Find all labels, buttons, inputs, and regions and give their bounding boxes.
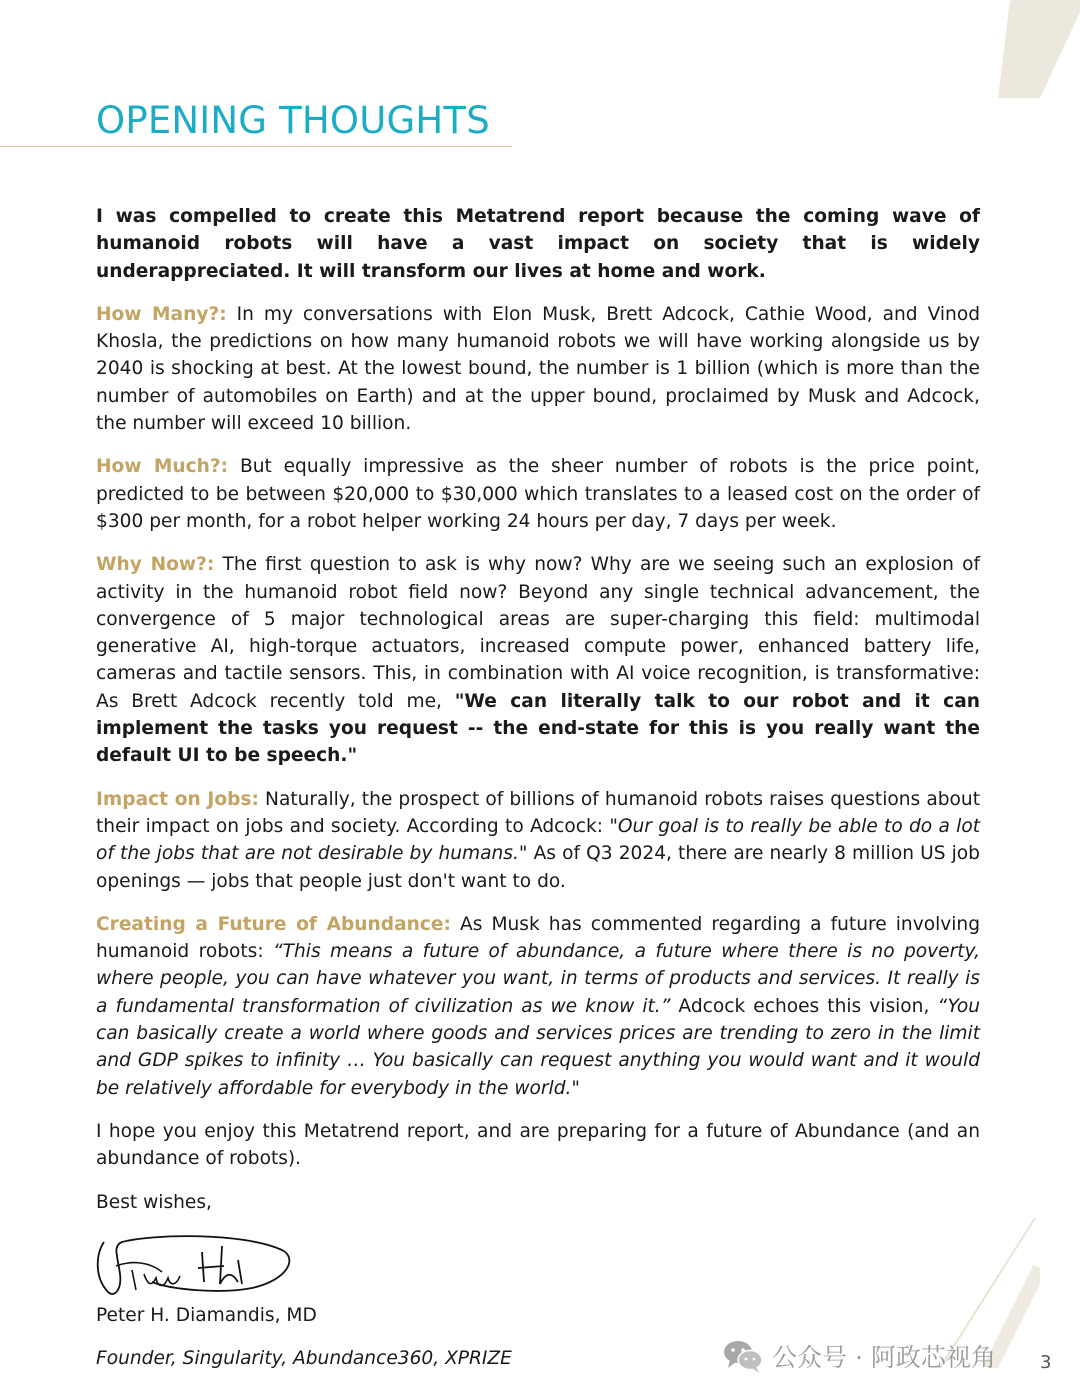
signer-name: Peter H. Diamandis, MD [96, 1304, 317, 1326]
abundance-text: As Musk has commented regarding a future involving humanoid robots: [96, 913, 980, 963]
title-underline [0, 146, 512, 147]
body-text [96, 203, 980, 1388]
how-many-text: In my conversations with Elon Musk, Brett Adcock, Cathie Wood, and Vinod Khosla, the predictions on how many humanoid robots we will have working alongside us by 2040 is shocking at best. At the lowest bound, the number is 1 billion (which is more than the number of automobiles on Earth) and at the upper bound, proclaimed by Musk and Adcock, the number will exceed 10 billion. [96, 303, 981, 435]
corner-decoration [940, 0, 1080, 100]
impact-on-jobs-quote: "Our goal is to really be able to do a lot of the jobs that are not desirable by humans." [96, 815, 980, 865]
how-much-paragraph [96, 453, 980, 535]
intro-paragraph: I was compelled to create this Metatrend report because the coming wave of humanoid robots will have a vast impact on society that is widely underappreciated. It will transform our lives at home and work. [96, 206, 980, 282]
sign-off: Best wishes, [96, 1191, 212, 1213]
how-much-text: But equally impressive as the sheer number of robots is the price point, predicted to be between $20,000 to $30,000 which translates to a leased cost on the order of $300 per month, for a robot helper working 24 hours per day, 7 days per week. [96, 456, 980, 532]
impact-on-jobs-text: Naturally, the prospect of billions of humanoid robots raises questions about their impact on jobs and society. According to Adcock: [96, 788, 980, 837]
why-now-text: The first question to ask is why now? Why are we seeing such an explosion of activity in the humanoid robot field now? Beyond any single technical advancement, the convergence of 5 major technological areas are super-charging this field: multimodal generative AI, high-torque actuators, increased compute power, enhanced battery life, cameras and tactile sensors. This, in combination with AI voice recognition, is transformative: As Brett Adcock recently told me, [96, 554, 980, 712]
heading-block [0, 98, 512, 147]
why-now-quote: "We can literally talk to our robot and it can implement the tasks you request -- the end-state for this is you really want the default UI to be speech." [96, 690, 980, 767]
watermark [722, 1336, 996, 1376]
how-much-label: How Much?: [96, 456, 229, 478]
abundance-text-mid: Adcock echoes this vision, [670, 995, 938, 1017]
how-many-label: How Many?: [96, 303, 227, 325]
page-number: 3 [1040, 1352, 1052, 1373]
page-title: OPENING THOUGHTS [96, 99, 490, 142]
why-now-label: Why Now?: [96, 554, 215, 576]
adcock-quote: “You can basically create a world where goods and services prices are trending to zero in the limit and GDP spikes to infinity … You basically can request anything you would want and it would be relatively affordable for everybody in the world." [96, 995, 980, 1099]
musk-quote: “This means a future of abundance, a future where there is no poverty, where people, you can have whatever you want, in terms of products and services. It really is a fundamental transformation of civilization as we know it.” [96, 941, 980, 1017]
abundance-label: Creating a Future of Abundance: [96, 913, 451, 935]
closing-paragraph: I hope you enjoy this Metatrend report, and are preparing for a future of Abundance (and an abundance of robots). [96, 1120, 980, 1170]
impact-on-jobs-text-after: As of Q3 2024, there are nearly 8 million US job openings — jobs that people just don't want to do. [96, 843, 980, 892]
impact-on-jobs-label: Impact on Jobs: [96, 788, 259, 810]
wechat-icon [722, 1338, 764, 1374]
handwritten-signature [92, 1232, 302, 1302]
watermark-text: 公众号 · 阿政芯视角 [772, 1343, 996, 1372]
abundance-paragraph [96, 911, 980, 1102]
how-many-paragraph [96, 301, 980, 437]
impact-on-jobs-paragraph [96, 786, 980, 895]
why-now-paragraph [96, 551, 980, 769]
signer-title: Founder, Singularity, Abundance360, XPRIZE [96, 1347, 512, 1369]
